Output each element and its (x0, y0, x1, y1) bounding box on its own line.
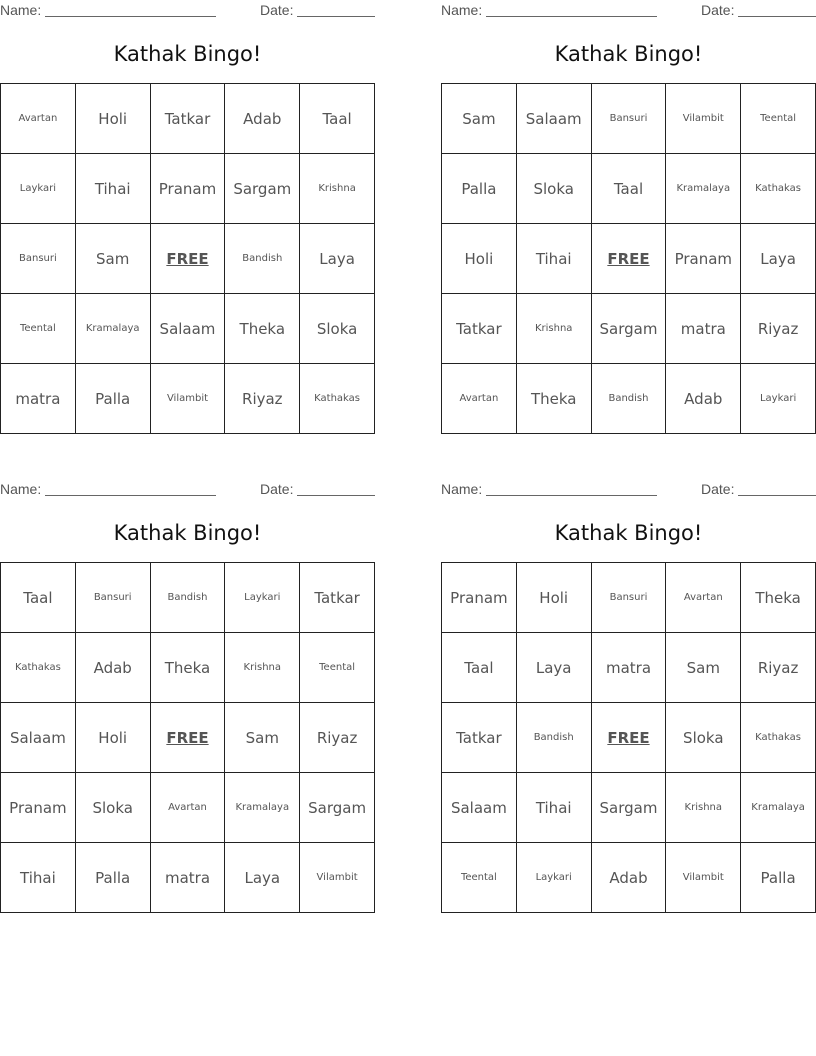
card-title: Kathak Bingo! (113, 42, 262, 66)
bingo-cell[interactable]: Palla (442, 154, 517, 224)
card-header (441, 0, 816, 22)
bingo-cell[interactable]: Laykari (1, 154, 76, 224)
bingo-cell[interactable]: Taal (592, 154, 667, 224)
bingo-cell[interactable]: Tihai (517, 224, 592, 294)
bingo-cell[interactable]: Krishna (666, 773, 741, 843)
bingo-cell[interactable]: Laykari (517, 843, 592, 913)
bingo-cell[interactable]: Avartan (1, 84, 76, 154)
name-field-line (45, 16, 216, 17)
bingo-cell[interactable]: Kathakas (1, 633, 76, 703)
date-label: Date: (701, 481, 735, 497)
bingo-cell[interactable]: Sargam (592, 773, 667, 843)
date-field-line (738, 495, 816, 496)
bingo-cell[interactable]: Riyaz (300, 703, 375, 773)
bingo-cell[interactable]: Teental (741, 84, 816, 154)
bingo-cell[interactable]: Tatkar (442, 703, 517, 773)
bingo-cell[interactable]: Tihai (517, 773, 592, 843)
bingo-cell[interactable]: Krishna (300, 154, 375, 224)
bingo-cell[interactable]: Salaam (442, 773, 517, 843)
name-label: Name: (0, 2, 42, 18)
bingo-cell[interactable]: Teental (1, 294, 76, 364)
date-field-line (738, 16, 816, 17)
bingo-grid (0, 562, 375, 913)
bingo-cell[interactable]: Bansuri (76, 563, 151, 633)
bingo-cell[interactable]: Avartan (666, 563, 741, 633)
bingo-cell[interactable]: Bansuri (592, 563, 667, 633)
bingo-cell[interactable]: Bansuri (592, 84, 667, 154)
bingo-card-4 (441, 479, 816, 919)
bingo-cell[interactable]: Sargam (225, 154, 300, 224)
bingo-cell[interactable]: Sloka (666, 703, 741, 773)
bingo-cell[interactable]: Pranam (151, 154, 226, 224)
bingo-cell[interactable]: Sloka (517, 154, 592, 224)
bingo-cell[interactable]: Palla (76, 843, 151, 913)
bingo-cell[interactable]: Sargam (300, 773, 375, 843)
free-space-cell[interactable]: FREE (151, 703, 226, 773)
bingo-cell[interactable]: Salaam (151, 294, 226, 364)
bingo-grid (441, 562, 816, 913)
bingo-cell[interactable]: Holi (517, 563, 592, 633)
bingo-cell[interactable]: Theka (225, 294, 300, 364)
bingo-cell[interactable]: Tatkar (442, 294, 517, 364)
bingo-card-3 (0, 479, 375, 919)
bingo-cell[interactable]: Salaam (1, 703, 76, 773)
name-label: Name: (441, 481, 483, 497)
bingo-cell[interactable]: Laykari (225, 563, 300, 633)
bingo-cell[interactable]: Kramalaya (225, 773, 300, 843)
bingo-cell[interactable]: Vilambit (666, 843, 741, 913)
card-title: Kathak Bingo! (554, 42, 703, 66)
bingo-cell[interactable]: Sargam (592, 294, 667, 364)
bingo-cell[interactable]: Sam (666, 633, 741, 703)
bingo-cell[interactable]: Taal (1, 563, 76, 633)
free-space-cell[interactable]: FREE (592, 224, 667, 294)
bingo-cell[interactable]: Adab (225, 84, 300, 154)
bingo-cell[interactable]: Bandish (592, 364, 667, 434)
bingo-cell[interactable]: Sloka (76, 773, 151, 843)
date-label: Date: (260, 481, 294, 497)
bingo-cell[interactable]: Holi (76, 703, 151, 773)
bingo-card-2 (441, 0, 816, 440)
bingo-cell[interactable]: matra (151, 843, 226, 913)
bingo-cell[interactable]: Avartan (151, 773, 226, 843)
bingo-cell[interactable]: Bansuri (1, 224, 76, 294)
bingo-cell[interactable]: Kramalaya (76, 294, 151, 364)
bingo-cell[interactable]: Adab (666, 364, 741, 434)
bingo-cell[interactable]: Tatkar (151, 84, 226, 154)
bingo-cell[interactable]: matra (592, 633, 667, 703)
bingo-grid (441, 83, 816, 434)
bingo-cell[interactable]: Laya (225, 843, 300, 913)
bingo-cell[interactable]: Kathakas (300, 364, 375, 434)
date-label: Date: (701, 2, 735, 18)
bingo-cell[interactable]: Pranam (666, 224, 741, 294)
free-space-cell[interactable]: FREE (592, 703, 667, 773)
bingo-cell[interactable]: Krishna (225, 633, 300, 703)
bingo-cell[interactable]: Holi (76, 84, 151, 154)
card-title: Kathak Bingo! (113, 521, 262, 545)
bingo-cell[interactable]: Theka (151, 633, 226, 703)
bingo-cell[interactable]: Vilambit (151, 364, 226, 434)
bingo-cell[interactable]: Theka (741, 563, 816, 633)
name-field-line (486, 16, 657, 17)
bingo-cell[interactable]: Palla (741, 843, 816, 913)
card-header (0, 0, 375, 22)
bingo-cell[interactable]: Kathakas (741, 154, 816, 224)
bingo-cell[interactable]: Salaam (517, 84, 592, 154)
name-label: Name: (0, 481, 42, 497)
bingo-cell[interactable]: Adab (592, 843, 667, 913)
name-field-line (486, 495, 657, 496)
bingo-cell[interactable]: Vilambit (300, 843, 375, 913)
name-field-line (45, 495, 216, 496)
date-label: Date: (260, 2, 294, 18)
bingo-cell[interactable]: Holi (442, 224, 517, 294)
bingo-cell[interactable]: Sam (442, 84, 517, 154)
name-label: Name: (441, 2, 483, 18)
bingo-cell[interactable]: Kramalaya (741, 773, 816, 843)
bingo-grid (0, 83, 375, 434)
bingo-cell[interactable]: Bandish (517, 703, 592, 773)
bingo-cell[interactable]: Kramalaya (666, 154, 741, 224)
bingo-cell[interactable]: Avartan (442, 364, 517, 434)
bingo-cell[interactable]: Teental (442, 843, 517, 913)
bingo-cell[interactable]: Vilambit (666, 84, 741, 154)
bingo-cell[interactable]: Krishna (517, 294, 592, 364)
bingo-cell[interactable]: Tatkar (300, 563, 375, 633)
bingo-cell[interactable]: Tihai (76, 154, 151, 224)
bingo-cell[interactable]: Teental (300, 633, 375, 703)
bingo-cell[interactable]: Sam (225, 703, 300, 773)
bingo-cell[interactable]: Riyaz (741, 633, 816, 703)
bingo-cell[interactable]: Sloka (300, 294, 375, 364)
bingo-cell[interactable]: Bandish (151, 563, 226, 633)
bingo-cell[interactable]: Theka (517, 364, 592, 434)
bingo-card-1 (0, 0, 375, 440)
bingo-cell[interactable]: Adab (76, 633, 151, 703)
bingo-cell[interactable]: Pranam (442, 563, 517, 633)
bingo-cell[interactable]: Kathakas (741, 703, 816, 773)
card-title: Kathak Bingo! (554, 521, 703, 545)
bingo-cell[interactable]: Laya (300, 224, 375, 294)
bingo-cell[interactable]: Riyaz (741, 294, 816, 364)
bingo-cell[interactable]: Laya (517, 633, 592, 703)
bingo-cell[interactable]: Laykari (741, 364, 816, 434)
bingo-cell[interactable]: Laya (741, 224, 816, 294)
bingo-cell[interactable]: Bandish (225, 224, 300, 294)
bingo-cell[interactable]: Taal (300, 84, 375, 154)
bingo-cell[interactable]: Riyaz (225, 364, 300, 434)
date-field-line (297, 16, 375, 17)
bingo-cell[interactable]: Palla (76, 364, 151, 434)
bingo-cell[interactable]: Taal (442, 633, 517, 703)
bingo-cell[interactable]: matra (666, 294, 741, 364)
card-header (0, 479, 375, 501)
bingo-cell[interactable]: matra (1, 364, 76, 434)
card-header (441, 479, 816, 501)
date-field-line (297, 495, 375, 496)
free-space-cell[interactable]: FREE (151, 224, 226, 294)
bingo-cell[interactable]: Pranam (1, 773, 76, 843)
bingo-cell[interactable]: Sam (76, 224, 151, 294)
bingo-cell[interactable]: Tihai (1, 843, 76, 913)
